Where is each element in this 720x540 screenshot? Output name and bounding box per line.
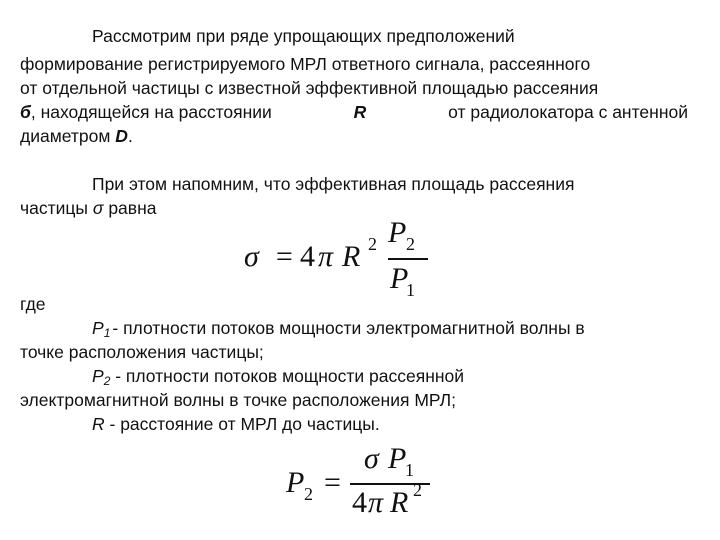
para1-line5-end: . xyxy=(127,126,133,146)
para1-line5-start: диаметром xyxy=(20,126,111,146)
para2-line2 xyxy=(20,196,156,220)
formula2-equals: = xyxy=(324,466,341,499)
def-P1-symbol: $P_1$ xyxy=(92,318,111,340)
para1-line4-end: от радиолокатора с антенной xyxy=(448,102,688,122)
formula1-exponent: 2 xyxy=(368,234,377,254)
formula2-numerator-sub: 1 xyxy=(405,460,414,480)
formula2-den-R: R xyxy=(390,486,409,519)
para2-line1: При этом напомним, что эффективная площадь рассеяния xyxy=(92,174,575,194)
formula1-fraction-bar xyxy=(388,258,428,260)
formula2-lhs-sub: 2 xyxy=(304,484,313,504)
para1-line4 xyxy=(20,100,688,124)
definition-P2-cont: электромагнитной волны в точке расположения МРЛ; xyxy=(20,390,456,410)
def-P2-symbol: $P_2$ xyxy=(92,366,111,388)
formula1-pi: π xyxy=(318,240,334,273)
formula2-numerator-sigma: σ xyxy=(364,442,379,475)
formula2-den-pi: π xyxy=(368,486,384,519)
para1-line5 xyxy=(20,124,133,148)
formula1-R: R xyxy=(342,240,361,273)
formula1-sigma: σ xyxy=(244,240,259,273)
para1-line3: от отдельной частицы с известной эффективной площадью рассеяния xyxy=(20,78,599,98)
formula1-numerator-sub: 2 xyxy=(406,234,415,254)
para1-line1: Рассмотрим при ряде упрощающих предположений xyxy=(92,26,515,46)
para1-line2: формирование регистрируемого МРЛ ответного сигнала, рассеянного xyxy=(20,54,591,74)
symbol-R: R xyxy=(353,102,367,122)
formula1-denominator-sub: 1 xyxy=(406,280,415,300)
formula2-numerator-P: P xyxy=(388,442,407,475)
formula2-den-exponent: 2 xyxy=(413,480,422,500)
para1-line4-mid: , находящейся на расстоянии xyxy=(30,102,272,122)
formula1-equals: = xyxy=(274,240,295,273)
formula2-lhs-P: P xyxy=(286,466,305,499)
sigma-symbol: σ xyxy=(92,198,104,218)
symbol-D: D xyxy=(115,126,128,146)
formula1-denominator-P: P xyxy=(390,262,409,295)
para2-line2-start: частицы xyxy=(20,198,88,218)
def-R-text: - расстояние от МРЛ до частицы. xyxy=(104,414,380,434)
definition-P1-cont: точке расположения частицы; xyxy=(20,342,264,362)
where-label: где xyxy=(20,294,46,314)
def-P2-text: - плотности потоков мощности рассеянной xyxy=(110,366,465,386)
formula1-numerator-P: P xyxy=(388,216,407,249)
definition-R xyxy=(92,412,380,436)
formula2-den-four: 4 xyxy=(352,486,367,519)
def-R-symbol: R xyxy=(92,414,105,434)
formula1-four: 4 xyxy=(300,240,315,273)
sigma-bold-symbol: б xyxy=(20,102,31,122)
def-P1-text: - плотности потоков мощности электромагнитной волны в xyxy=(112,318,585,338)
para2-line2-end: равна xyxy=(108,198,157,218)
